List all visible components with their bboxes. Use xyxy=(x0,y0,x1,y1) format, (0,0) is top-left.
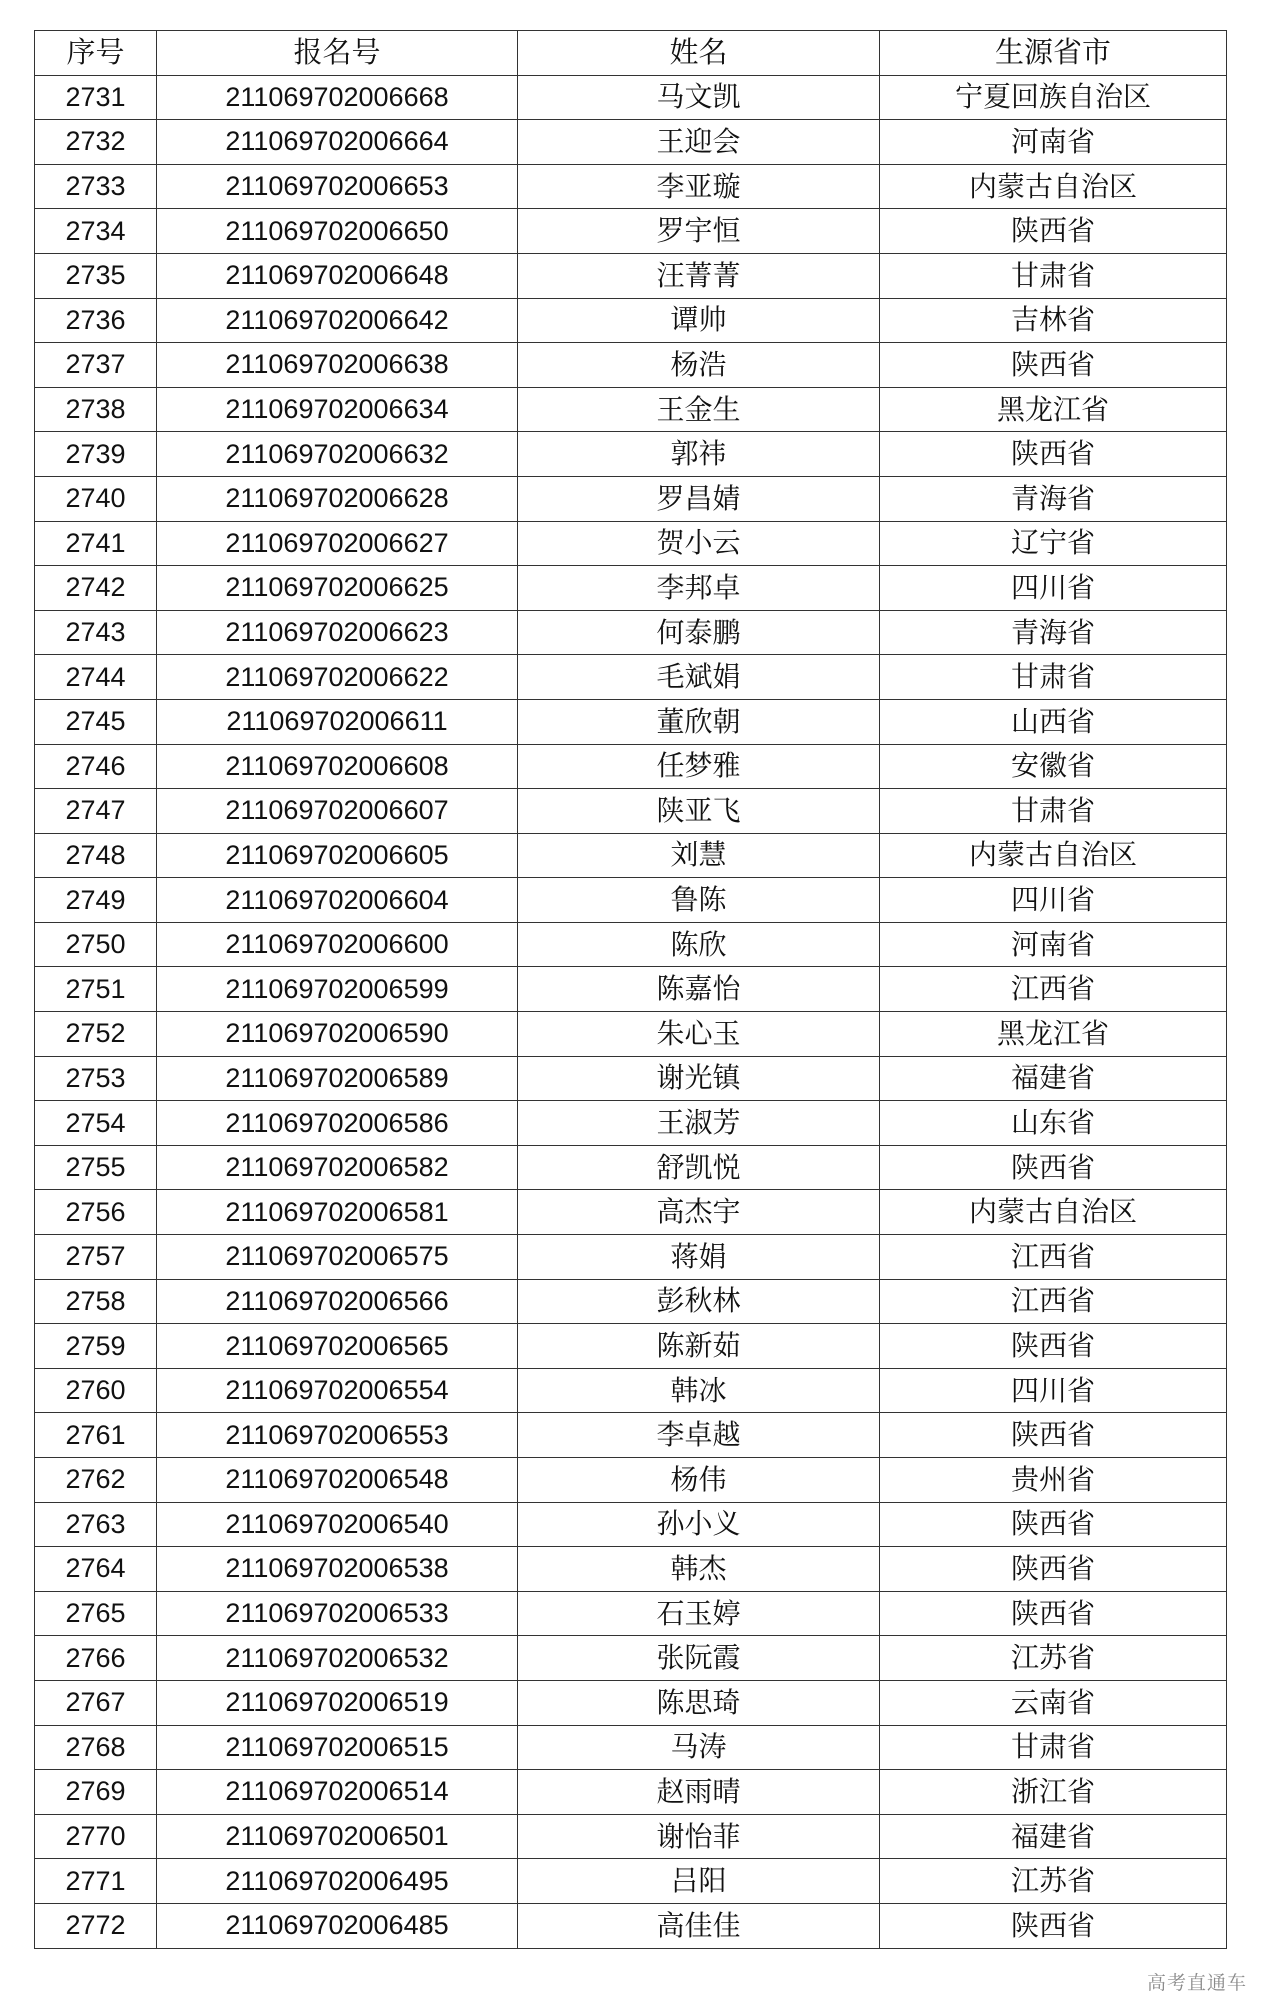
cell-name: 韩杰 xyxy=(518,1547,880,1592)
cell-seq: 2749 xyxy=(35,878,157,923)
cell-name: 何泰鹏 xyxy=(518,610,880,655)
cell-registration-no: 211069702006582 xyxy=(157,1145,518,1190)
cell-registration-no: 211069702006608 xyxy=(157,744,518,789)
cell-origin-province: 陕西省 xyxy=(880,432,1227,477)
table-row xyxy=(35,1235,1227,1280)
cell-seq: 2751 xyxy=(35,967,157,1012)
table-row xyxy=(35,1101,1227,1146)
cell-origin-province: 福建省 xyxy=(880,1056,1227,1101)
table-row xyxy=(35,120,1227,165)
cell-name: 杨伟 xyxy=(518,1458,880,1503)
table-row xyxy=(35,878,1227,923)
cell-registration-no: 211069702006548 xyxy=(157,1458,518,1503)
cell-seq: 2767 xyxy=(35,1680,157,1725)
table-row xyxy=(35,833,1227,878)
cell-seq: 2741 xyxy=(35,521,157,566)
cell-seq: 2737 xyxy=(35,343,157,388)
cell-name: 吕阳 xyxy=(518,1859,880,1904)
cell-registration-no: 211069702006607 xyxy=(157,789,518,834)
cell-seq: 2731 xyxy=(35,75,157,120)
table-row xyxy=(35,789,1227,834)
cell-origin-province: 江西省 xyxy=(880,1235,1227,1280)
cell-name: 杨浩 xyxy=(518,343,880,388)
header-registration-no: 报名号 xyxy=(157,31,518,76)
table-row xyxy=(35,699,1227,744)
cell-origin-province: 陕西省 xyxy=(880,343,1227,388)
cell-origin-province: 内蒙古自治区 xyxy=(880,1190,1227,1235)
cell-seq: 2762 xyxy=(35,1458,157,1503)
cell-seq: 2743 xyxy=(35,610,157,655)
cell-name: 舒凯悦 xyxy=(518,1145,880,1190)
cell-seq: 2740 xyxy=(35,476,157,521)
cell-origin-province: 河南省 xyxy=(880,120,1227,165)
cell-seq: 2742 xyxy=(35,566,157,611)
table-row xyxy=(35,1368,1227,1413)
cell-seq: 2748 xyxy=(35,833,157,878)
cell-name: 刘慧 xyxy=(518,833,880,878)
cell-registration-no: 211069702006533 xyxy=(157,1591,518,1636)
table-row xyxy=(35,343,1227,388)
table-row xyxy=(35,655,1227,700)
cell-registration-no: 211069702006668 xyxy=(157,75,518,120)
cell-name: 罗宇恒 xyxy=(518,209,880,254)
cell-registration-no: 211069702006625 xyxy=(157,566,518,611)
cell-origin-province: 陕西省 xyxy=(880,1502,1227,1547)
cell-name: 李卓越 xyxy=(518,1413,880,1458)
cell-registration-no: 211069702006628 xyxy=(157,476,518,521)
cell-registration-no: 211069702006605 xyxy=(157,833,518,878)
cell-name: 高杰宇 xyxy=(518,1190,880,1235)
table-row xyxy=(35,432,1227,477)
cell-seq: 2766 xyxy=(35,1636,157,1681)
cell-registration-no: 211069702006627 xyxy=(157,521,518,566)
cell-origin-province: 福建省 xyxy=(880,1814,1227,1859)
cell-origin-province: 陕西省 xyxy=(880,1547,1227,1592)
cell-origin-province: 安徽省 xyxy=(880,744,1227,789)
cell-registration-no: 211069702006648 xyxy=(157,253,518,298)
cell-origin-province: 浙江省 xyxy=(880,1770,1227,1815)
cell-registration-no: 211069702006623 xyxy=(157,610,518,655)
cell-origin-province: 吉林省 xyxy=(880,298,1227,343)
cell-origin-province: 四川省 xyxy=(880,1368,1227,1413)
cell-origin-province: 四川省 xyxy=(880,878,1227,923)
table-row xyxy=(35,387,1227,432)
cell-name: 陈思琦 xyxy=(518,1680,880,1725)
cell-registration-no: 211069702006611 xyxy=(157,699,518,744)
cell-origin-province: 陕西省 xyxy=(880,209,1227,254)
cell-origin-province: 山西省 xyxy=(880,699,1227,744)
cell-registration-no: 211069702006638 xyxy=(157,343,518,388)
cell-name: 石玉婷 xyxy=(518,1591,880,1636)
cell-name: 谢怡菲 xyxy=(518,1814,880,1859)
cell-origin-province: 黑龙江省 xyxy=(880,1012,1227,1057)
table-row xyxy=(35,1547,1227,1592)
table-row xyxy=(35,1636,1227,1681)
table-row xyxy=(35,1680,1227,1725)
table-header-row xyxy=(35,31,1227,76)
header-name: 姓名 xyxy=(518,31,880,76)
cell-origin-province: 甘肃省 xyxy=(880,655,1227,700)
cell-seq: 2744 xyxy=(35,655,157,700)
table-body xyxy=(35,75,1227,1948)
cell-registration-no: 211069702006632 xyxy=(157,432,518,477)
cell-seq: 2747 xyxy=(35,789,157,834)
cell-seq: 2734 xyxy=(35,209,157,254)
cell-seq: 2765 xyxy=(35,1591,157,1636)
cell-origin-province: 贵州省 xyxy=(880,1458,1227,1503)
cell-registration-no: 211069702006599 xyxy=(157,967,518,1012)
cell-name: 马文凯 xyxy=(518,75,880,120)
cell-registration-no: 211069702006515 xyxy=(157,1725,518,1770)
cell-origin-province: 云南省 xyxy=(880,1680,1227,1725)
cell-name: 贺小云 xyxy=(518,521,880,566)
cell-registration-no: 211069702006565 xyxy=(157,1324,518,1369)
cell-registration-no: 211069702006653 xyxy=(157,164,518,209)
cell-seq: 2772 xyxy=(35,1903,157,1948)
cell-name: 谢光镇 xyxy=(518,1056,880,1101)
cell-seq: 2770 xyxy=(35,1814,157,1859)
table-row xyxy=(35,209,1227,254)
cell-seq: 2759 xyxy=(35,1324,157,1369)
cell-origin-province: 甘肃省 xyxy=(880,789,1227,834)
cell-registration-no: 211069702006590 xyxy=(157,1012,518,1057)
cell-origin-province: 辽宁省 xyxy=(880,521,1227,566)
cell-origin-province: 陕西省 xyxy=(880,1324,1227,1369)
cell-seq: 2768 xyxy=(35,1725,157,1770)
cell-name: 彭秋林 xyxy=(518,1279,880,1324)
cell-registration-no: 211069702006540 xyxy=(157,1502,518,1547)
cell-seq: 2754 xyxy=(35,1101,157,1146)
cell-seq: 2752 xyxy=(35,1012,157,1057)
cell-seq: 2763 xyxy=(35,1502,157,1547)
cell-origin-province: 江西省 xyxy=(880,967,1227,1012)
cell-registration-no: 211069702006642 xyxy=(157,298,518,343)
cell-origin-province: 内蒙古自治区 xyxy=(880,164,1227,209)
cell-seq: 2764 xyxy=(35,1547,157,1592)
table-row xyxy=(35,1859,1227,1904)
header-origin-province: 生源省市 xyxy=(880,31,1227,76)
cell-registration-no: 211069702006495 xyxy=(157,1859,518,1904)
table-row xyxy=(35,1012,1227,1057)
table-row xyxy=(35,1458,1227,1503)
cell-registration-no: 211069702006586 xyxy=(157,1101,518,1146)
cell-seq: 2758 xyxy=(35,1279,157,1324)
cell-registration-no: 211069702006664 xyxy=(157,120,518,165)
cell-origin-province: 四川省 xyxy=(880,566,1227,611)
cell-origin-province: 河南省 xyxy=(880,922,1227,967)
cell-seq: 2753 xyxy=(35,1056,157,1101)
watermark-text: 高考直通车 xyxy=(1146,1972,1247,1994)
cell-name: 孙小义 xyxy=(518,1502,880,1547)
table-row xyxy=(35,610,1227,655)
table-row xyxy=(35,1145,1227,1190)
cell-name: 王淑芳 xyxy=(518,1101,880,1146)
cell-name: 鲁陈 xyxy=(518,878,880,923)
cell-name: 汪菁菁 xyxy=(518,253,880,298)
cell-registration-no: 211069702006519 xyxy=(157,1680,518,1725)
table-row xyxy=(35,1903,1227,1948)
cell-name: 陈欣 xyxy=(518,922,880,967)
cell-origin-province: 甘肃省 xyxy=(880,253,1227,298)
cell-origin-province: 黑龙江省 xyxy=(880,387,1227,432)
cell-name: 朱心玉 xyxy=(518,1012,880,1057)
cell-registration-no: 211069702006501 xyxy=(157,1814,518,1859)
cell-registration-no: 211069702006532 xyxy=(157,1636,518,1681)
table-row xyxy=(35,1413,1227,1458)
cell-name: 陈嘉怡 xyxy=(518,967,880,1012)
table-row xyxy=(35,253,1227,298)
cell-seq: 2755 xyxy=(35,1145,157,1190)
cell-registration-no: 211069702006514 xyxy=(157,1770,518,1815)
cell-origin-province: 陕西省 xyxy=(880,1145,1227,1190)
cell-name: 蒋娟 xyxy=(518,1235,880,1280)
table-row xyxy=(35,298,1227,343)
cell-name: 王迎会 xyxy=(518,120,880,165)
cell-registration-no: 211069702006575 xyxy=(157,1235,518,1280)
cell-registration-no: 211069702006589 xyxy=(157,1056,518,1101)
cell-seq: 2750 xyxy=(35,922,157,967)
cell-origin-province: 内蒙古自治区 xyxy=(880,833,1227,878)
cell-name: 高佳佳 xyxy=(518,1903,880,1948)
cell-origin-province: 陕西省 xyxy=(880,1903,1227,1948)
cell-seq: 2771 xyxy=(35,1859,157,1904)
cell-name: 韩冰 xyxy=(518,1368,880,1413)
table-row xyxy=(35,521,1227,566)
table-row xyxy=(35,744,1227,789)
cell-seq: 2736 xyxy=(35,298,157,343)
table-row xyxy=(35,1279,1227,1324)
table-row xyxy=(35,1190,1227,1235)
cell-registration-no: 211069702006581 xyxy=(157,1190,518,1235)
cell-seq: 2745 xyxy=(35,699,157,744)
cell-seq: 2760 xyxy=(35,1368,157,1413)
cell-registration-no: 211069702006538 xyxy=(157,1547,518,1592)
cell-name: 陕亚飞 xyxy=(518,789,880,834)
table-row xyxy=(35,922,1227,967)
cell-seq: 2735 xyxy=(35,253,157,298)
cell-name: 马涛 xyxy=(518,1725,880,1770)
cell-seq: 2757 xyxy=(35,1235,157,1280)
table-row xyxy=(35,1502,1227,1547)
table-row xyxy=(35,1056,1227,1101)
cell-origin-province: 江西省 xyxy=(880,1279,1227,1324)
cell-seq: 2746 xyxy=(35,744,157,789)
cell-origin-province: 山东省 xyxy=(880,1101,1227,1146)
cell-name: 郭祎 xyxy=(518,432,880,477)
cell-seq: 2756 xyxy=(35,1190,157,1235)
cell-origin-province: 江苏省 xyxy=(880,1859,1227,1904)
cell-name: 赵雨晴 xyxy=(518,1770,880,1815)
cell-seq: 2761 xyxy=(35,1413,157,1458)
table-row xyxy=(35,476,1227,521)
cell-name: 李邦卓 xyxy=(518,566,880,611)
cell-origin-province: 青海省 xyxy=(880,476,1227,521)
table-row xyxy=(35,1814,1227,1859)
header-seq: 序号 xyxy=(35,31,157,76)
cell-registration-no: 211069702006566 xyxy=(157,1279,518,1324)
cell-registration-no: 211069702006600 xyxy=(157,922,518,967)
table-row xyxy=(35,967,1227,1012)
table-row xyxy=(35,1324,1227,1369)
cell-name: 张阮霞 xyxy=(518,1636,880,1681)
cell-registration-no: 211069702006604 xyxy=(157,878,518,923)
table-row xyxy=(35,75,1227,120)
cell-origin-province: 江苏省 xyxy=(880,1636,1227,1681)
cell-registration-no: 211069702006622 xyxy=(157,655,518,700)
cell-origin-province: 宁夏回族自治区 xyxy=(880,75,1227,120)
table-row xyxy=(35,566,1227,611)
cell-registration-no: 211069702006554 xyxy=(157,1368,518,1413)
table-row xyxy=(35,164,1227,209)
cell-name: 罗昌婧 xyxy=(518,476,880,521)
cell-seq: 2739 xyxy=(35,432,157,477)
cell-name: 李亚璇 xyxy=(518,164,880,209)
cell-name: 王金生 xyxy=(518,387,880,432)
cell-registration-no: 211069702006650 xyxy=(157,209,518,254)
cell-name: 毛斌娟 xyxy=(518,655,880,700)
cell-registration-no: 211069702006634 xyxy=(157,387,518,432)
table-row xyxy=(35,1725,1227,1770)
cell-name: 任梦雅 xyxy=(518,744,880,789)
cell-origin-province: 陕西省 xyxy=(880,1591,1227,1636)
cell-origin-province: 陕西省 xyxy=(880,1413,1227,1458)
table-row xyxy=(35,1770,1227,1815)
cell-name: 谭帅 xyxy=(518,298,880,343)
table-row xyxy=(35,1591,1227,1636)
cell-name: 陈新茹 xyxy=(518,1324,880,1369)
cell-seq: 2732 xyxy=(35,120,157,165)
admission-list-table xyxy=(34,30,1227,1949)
cell-seq: 2733 xyxy=(35,164,157,209)
cell-registration-no: 211069702006553 xyxy=(157,1413,518,1458)
cell-registration-no: 211069702006485 xyxy=(157,1903,518,1948)
cell-origin-province: 甘肃省 xyxy=(880,1725,1227,1770)
cell-seq: 2769 xyxy=(35,1770,157,1815)
cell-seq: 2738 xyxy=(35,387,157,432)
cell-origin-province: 青海省 xyxy=(880,610,1227,655)
cell-name: 董欣朝 xyxy=(518,699,880,744)
